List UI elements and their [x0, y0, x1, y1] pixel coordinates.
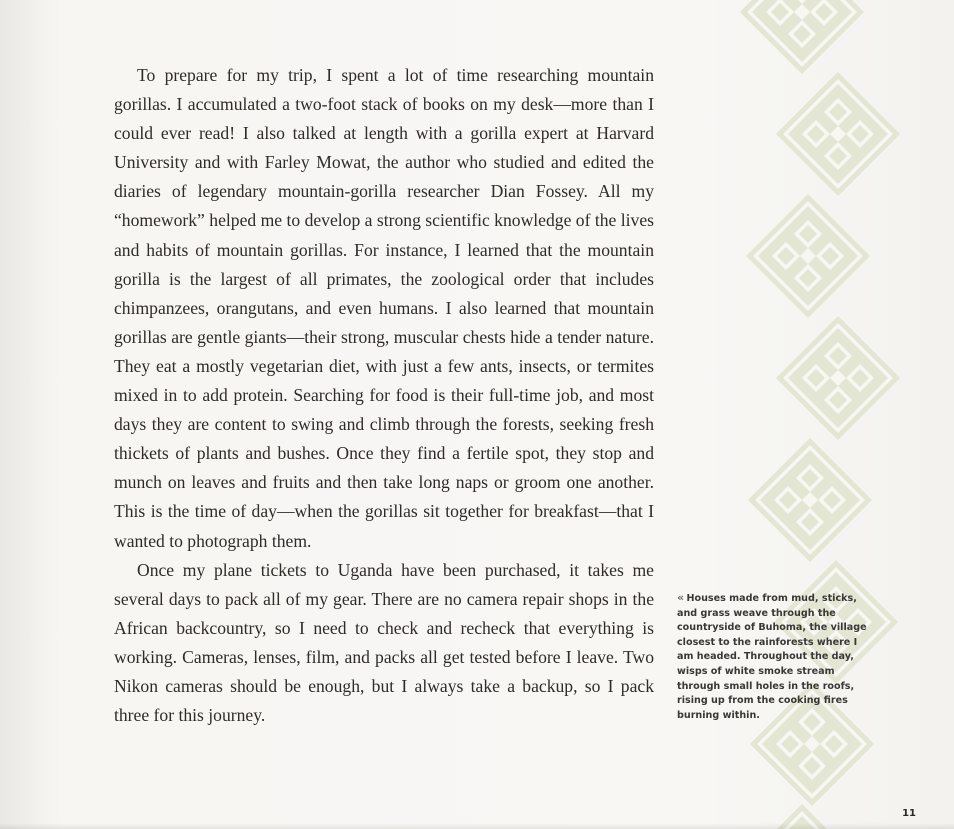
page-number: 11 — [902, 808, 916, 819]
photo-caption — [677, 591, 869, 723]
pattern-motif — [748, 438, 872, 562]
paragraph-2: Once my plane tickets to Uganda have been purchased, it takes me several days to pack all of my gear. There are no camera repair shops in the African backcountry, so I need to check and recheck that everything is working. Cameras, lenses, film, and packs all get tested before I leave. Two Nikon cameras should be enough, but I always take a backup, so I pack three for this journey. — [114, 559, 654, 726]
pattern-motif — [776, 72, 900, 196]
caption-arrow-icon: « — [677, 591, 684, 604]
pattern-motif — [740, 0, 864, 74]
main-text — [114, 61, 654, 730]
paragraph-1: To prepare for my trip, I spent a lot of time researching mountain gorillas. I accumulated a two-foot stack of books on my desk—more than I could ever read! I also talked at length with a gorilla expert at Harvard University and with Farley Mowat, the author who studied and edited the diaries of legendary mountain-gorilla researcher Dian Fossey. All my “homework” helped me to develop a strong scientific knowledge of the lives and habits of mountain gorillas. For instance, I learned that the mountain gorilla is the largest of all primates, the zoological order that includes chimpanzees, orangutans, and even humans. I also learned that mountain gorillas are gentle giants—their strong, muscular chests hide a tender nature. They eat a mostly vegetarian diet, with just a few ants, insects, or termites mixed in to add protein. Searching for food is their full-time job, and most days they are content to swing and climb through the forests, seeking fresh thickets of plants and bushes. Once they find a fertile spot, they stop and munch on leaves and fruits and then take long naps or groom one another. This is the time of day—when the gorillas sit together for breakfast—that I wanted to photograph them. — [114, 65, 654, 551]
pattern-motif — [746, 194, 870, 318]
pattern-motif — [776, 316, 900, 440]
page-edge-shadow — [0, 823, 954, 829]
caption-text: Houses made from mud, sticks, and grass weave through the countryside of Buhoma, the village closest to the rainforests where I am headed. Throughout the day, wisps of white smoke stream through small holes in the roofs, rising up from the cooking fires burning within. — [677, 593, 867, 721]
